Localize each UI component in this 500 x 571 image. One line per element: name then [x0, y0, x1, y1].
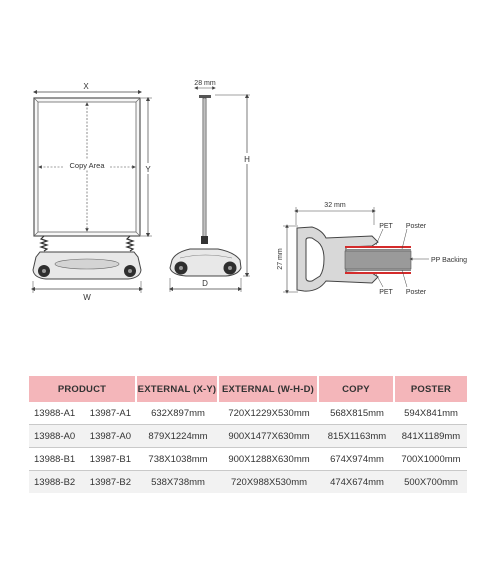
front-view [33, 82, 154, 302]
pet-bottom-label: PET [379, 289, 393, 296]
copy-cell: 474X674mm [319, 471, 395, 493]
poster-sheet-bottom [345, 270, 411, 272]
poster-cell: 700X1000mm [395, 448, 467, 471]
external-xy-cell: 632X897mm [137, 402, 219, 425]
spring-right [127, 236, 133, 251]
side-top-dimension: 28 mm [194, 80, 216, 87]
external-whd-cell: 720X1229X530mm [219, 402, 319, 425]
width-x-label: X [83, 82, 89, 91]
poster-bottom-label: Poster [405, 289, 427, 296]
specification-table [29, 376, 467, 493]
product-cell [29, 425, 137, 448]
spring-left [41, 236, 47, 251]
poster-cell: 500X700mm [395, 471, 467, 493]
pp-backing-label: PP Backing [431, 257, 468, 264]
copy-area-label: Copy Area [69, 161, 105, 170]
table-header-row [29, 376, 467, 402]
table-row [29, 448, 467, 471]
poster-sheet-top [345, 249, 411, 251]
external-xy-cell: 538X738mm [137, 471, 219, 493]
product-cell [29, 471, 137, 493]
external-whd-cell: 720X988X530mm [219, 471, 319, 493]
header-copy: COPY [319, 376, 395, 402]
height-y-label: Y [145, 165, 151, 174]
copy-cell: 568X815mm [319, 402, 395, 425]
external-whd-cell: 900X1288X630mm [219, 448, 319, 471]
product-code: 13988-B2 [34, 476, 76, 488]
header-external-xy: EXTERNAL (X-Y) [137, 376, 219, 402]
external-xy-cell: 738X1038mm [137, 448, 219, 471]
table-row [29, 425, 467, 448]
product-code: 13987-B2 [89, 476, 131, 488]
copy-cell: 674X974mm [319, 448, 395, 471]
product-cell [29, 402, 137, 425]
side-view [170, 80, 253, 292]
header-product: PRODUCT [29, 376, 137, 402]
depth-d-label: D [202, 279, 208, 288]
product-code: 13987-A1 [89, 407, 131, 419]
pet-top-label: PET [379, 223, 393, 230]
profile-width-dimension: 32 mm [324, 202, 346, 209]
product-cell [29, 448, 137, 471]
external-xy-cell: 879X1224mm [137, 425, 219, 448]
header-poster: POSTER [395, 376, 467, 402]
product-code: 13987-A0 [89, 430, 131, 442]
product-code: 13987-B1 [89, 453, 131, 465]
header-external-whd: EXTERNAL (W-H-D) [219, 376, 319, 402]
external-whd-cell: 900X1477X630mm [219, 425, 319, 448]
pet-sheet-bottom [345, 272, 411, 274]
profile-section [277, 202, 467, 296]
table-row [29, 471, 467, 493]
table-row [29, 402, 467, 425]
pet-sheet-top [345, 246, 411, 248]
product-code: 13988-B1 [34, 453, 76, 465]
poster-cell: 841X1189mm [395, 425, 467, 448]
base-w-label: W [83, 293, 91, 302]
pp-backing-sheet [345, 251, 411, 269]
copy-cell: 815X1163mm [319, 425, 395, 448]
poster-cell: 594X841mm [395, 402, 467, 425]
product-code: 13988-A1 [34, 407, 76, 419]
product-code: 13988-A0 [34, 430, 76, 442]
height-h-label: H [244, 155, 250, 164]
profile-height-dimension: 27 mm [277, 248, 284, 270]
poster-top-label: Poster [405, 223, 427, 230]
